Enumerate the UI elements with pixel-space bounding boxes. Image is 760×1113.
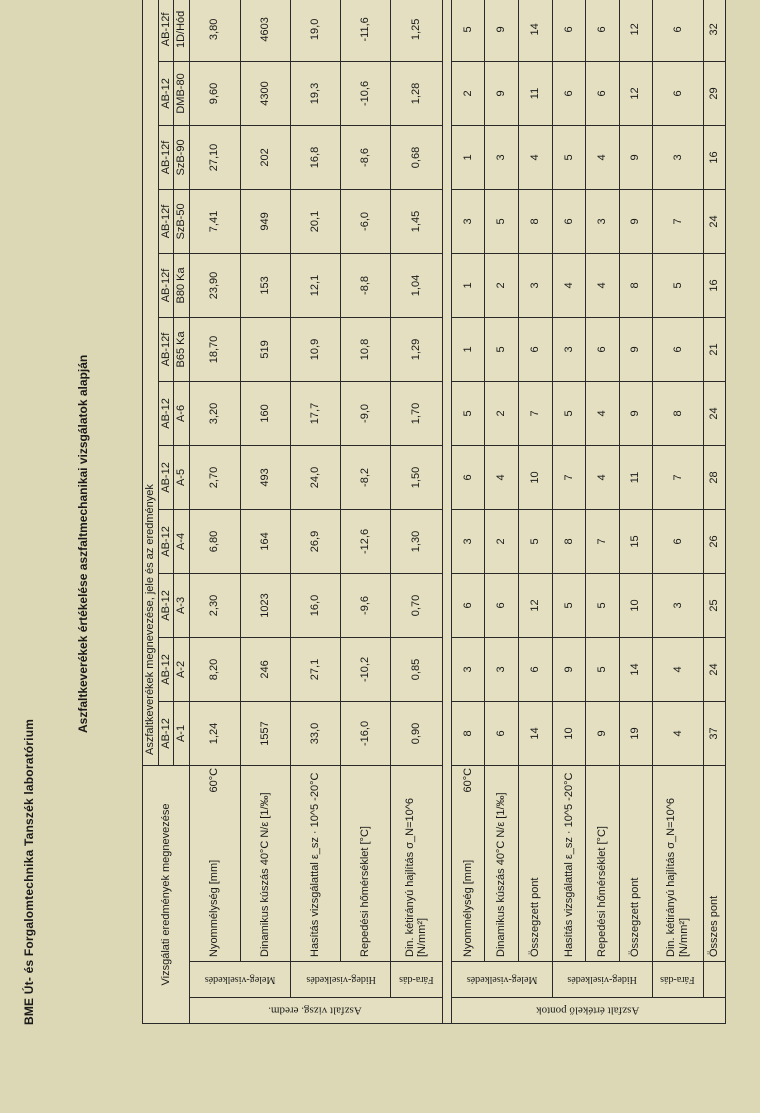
value-cell: 246 xyxy=(240,637,291,701)
group-label: Meleg-viselkedés xyxy=(189,962,290,998)
value-cell: 5 xyxy=(552,125,585,189)
value-cell: 8 xyxy=(451,701,485,765)
value-cell: 9,60 xyxy=(189,61,240,125)
row-label-wrap xyxy=(495,768,508,957)
mix-code-cell: 1D/Hód xyxy=(174,0,190,61)
value-cell: 10,8 xyxy=(341,317,391,381)
value-cell: 26,9 xyxy=(291,509,341,573)
value-cell: 6 xyxy=(552,0,585,61)
row-label-cell xyxy=(240,765,291,961)
row-label-wrap xyxy=(208,768,221,957)
mix-code-cell: A-4 xyxy=(174,509,190,573)
value-cell: 24 xyxy=(704,381,726,445)
value-cell: 0,85 xyxy=(391,637,443,701)
value-cell: 25 xyxy=(704,573,726,637)
group-label: Meleg-viselkedés xyxy=(451,962,552,998)
value-cell: 6 xyxy=(652,317,704,381)
table-row xyxy=(519,0,553,1024)
table-row xyxy=(704,0,726,1024)
value-cell: 153 xyxy=(240,253,291,317)
row-label-wrap xyxy=(309,768,322,957)
value-cell: 4603 xyxy=(240,0,291,61)
row-unit: 60°C xyxy=(461,767,474,793)
value-cell: 11 xyxy=(619,445,652,509)
table-row xyxy=(586,0,619,1024)
value-cell: 18,70 xyxy=(189,317,240,381)
value-cell: 12,1 xyxy=(291,253,341,317)
value-cell: 6 xyxy=(652,61,704,125)
value-cell: -9,0 xyxy=(341,381,391,445)
value-cell: 9 xyxy=(485,0,519,61)
row-label: Repedési hőmérséklet [°C] xyxy=(359,826,372,957)
group-label: Fára-dás xyxy=(391,962,443,998)
value-cell: 1,04 xyxy=(391,253,443,317)
mix-code-cell: A-6 xyxy=(174,381,190,445)
evaluation-table-container xyxy=(142,10,726,1024)
value-cell: 6 xyxy=(519,637,553,701)
section-divider xyxy=(442,0,451,1024)
value-cell: 16 xyxy=(704,253,726,317)
value-cell: -16,0 xyxy=(341,701,391,765)
value-cell: 8 xyxy=(519,189,553,253)
value-cell: 16,8 xyxy=(291,125,341,189)
value-cell: 15 xyxy=(619,509,652,573)
value-cell: 6 xyxy=(552,189,585,253)
value-cell: 5 xyxy=(586,573,619,637)
value-cell: 202 xyxy=(240,125,291,189)
row-label: Nyommélység [mm] xyxy=(208,859,221,957)
value-cell: 1023 xyxy=(240,573,291,637)
value-cell: 16 xyxy=(704,125,726,189)
table-row xyxy=(240,0,291,1024)
row-label: Összegzett pont xyxy=(529,877,542,957)
value-cell: 4 xyxy=(586,253,619,317)
row-label: Hasítás vizsgálattal ε_sz · 10^5 -20°C xyxy=(562,772,575,957)
value-cell: 6 xyxy=(552,61,585,125)
mix-name-cell: AB-12 xyxy=(158,637,174,701)
table-row xyxy=(189,0,240,1024)
value-cell: 8 xyxy=(552,509,585,573)
row-label-cell xyxy=(341,765,391,961)
row-label-cell xyxy=(291,765,341,961)
section-label: Aszfalt értékelő pontok xyxy=(451,998,725,1024)
value-cell: 10,9 xyxy=(291,317,341,381)
value-cell: 6 xyxy=(519,317,553,381)
row-label-wrap xyxy=(629,768,642,957)
value-cell: 8 xyxy=(619,253,652,317)
value-cell: -8,2 xyxy=(341,445,391,509)
value-cell: 3 xyxy=(485,125,519,189)
mix-code-cell: A-2 xyxy=(174,637,190,701)
value-cell: 1,70 xyxy=(391,381,443,445)
value-cell: 4 xyxy=(586,125,619,189)
value-cell: 1 xyxy=(451,125,485,189)
mix-code-cell: A-1 xyxy=(174,701,190,765)
value-cell: 3 xyxy=(586,189,619,253)
mix-name-cell: AB-12f xyxy=(158,253,174,317)
value-cell: 5 xyxy=(586,637,619,701)
value-cell: 19,0 xyxy=(291,0,341,61)
value-cell: 37 xyxy=(704,701,726,765)
value-cell: 20,1 xyxy=(291,189,341,253)
value-cell: 5 xyxy=(552,381,585,445)
value-cell: 4 xyxy=(552,253,585,317)
value-cell: 6 xyxy=(485,573,519,637)
row-label-wrap xyxy=(708,768,721,957)
value-cell: 24 xyxy=(704,637,726,701)
value-cell: 3 xyxy=(652,125,704,189)
mix-name-cell: AB-12f xyxy=(158,189,174,253)
row-label-wrap xyxy=(462,768,475,957)
value-cell: 1,29 xyxy=(391,317,443,381)
value-cell: -11,6 xyxy=(341,0,391,61)
value-cell: 3 xyxy=(552,317,585,381)
value-cell: 949 xyxy=(240,189,291,253)
row-label-cell xyxy=(652,765,704,961)
value-cell: 3,80 xyxy=(189,0,240,61)
group-label: Hideg-viselkedés xyxy=(552,962,652,998)
row-label-wrap xyxy=(665,768,690,957)
value-cell: 8 xyxy=(652,381,704,445)
value-cell: 19,3 xyxy=(291,61,341,125)
value-cell: 3 xyxy=(652,573,704,637)
table-row xyxy=(619,0,652,1024)
value-cell: 1,30 xyxy=(391,509,443,573)
value-cell: -12,6 xyxy=(341,509,391,573)
evaluation-table xyxy=(142,0,726,1024)
value-cell: 4300 xyxy=(240,61,291,125)
table-row xyxy=(451,0,485,1024)
value-cell: -9,6 xyxy=(341,573,391,637)
value-cell: 12 xyxy=(519,573,553,637)
mix-code-cell: SzB-90 xyxy=(174,125,190,189)
mix-code-cell: DMB-80 xyxy=(174,61,190,125)
table-corner-header: Vizsgálati eredmények megnevezése xyxy=(143,765,190,1023)
mix-name-cell: AB-12 xyxy=(158,381,174,445)
value-cell: 28 xyxy=(704,445,726,509)
section-divider-cell xyxy=(442,0,451,1024)
value-cell: 6 xyxy=(485,701,519,765)
value-cell: 8,20 xyxy=(189,637,240,701)
value-cell: 6 xyxy=(586,317,619,381)
value-cell: 3 xyxy=(485,637,519,701)
value-cell: 5 xyxy=(652,253,704,317)
value-cell: 24,0 xyxy=(291,445,341,509)
table-row xyxy=(291,0,341,1024)
value-cell: 10 xyxy=(552,701,585,765)
row-label: Nyommélység [mm] xyxy=(461,859,474,957)
value-cell: 27,10 xyxy=(189,125,240,189)
section-label: Aszfalt vizsg. eredm. xyxy=(189,998,442,1024)
value-cell: 1,24 xyxy=(189,701,240,765)
value-cell: 9 xyxy=(619,125,652,189)
value-cell: 14 xyxy=(519,701,553,765)
table-row xyxy=(652,0,704,1024)
value-cell: 23,90 xyxy=(189,253,240,317)
value-cell: 3 xyxy=(451,509,485,573)
row-label: Din. kétirányú hajlítás σ_N=10^6 [N/mm²] xyxy=(403,797,429,957)
group-label xyxy=(704,962,726,998)
value-cell: 5 xyxy=(485,317,519,381)
value-cell: 9 xyxy=(485,61,519,125)
group-label: Hideg-viselkedés xyxy=(291,962,391,998)
value-cell: 2 xyxy=(485,253,519,317)
value-cell: -6,0 xyxy=(341,189,391,253)
value-cell: 10 xyxy=(519,445,553,509)
value-cell: 5 xyxy=(552,573,585,637)
value-cell: 519 xyxy=(240,317,291,381)
value-cell: 24 xyxy=(704,189,726,253)
value-cell: 5 xyxy=(519,509,553,573)
value-cell: 1,45 xyxy=(391,189,443,253)
value-cell: -8,8 xyxy=(341,253,391,317)
value-cell: 10 xyxy=(619,573,652,637)
value-cell: 5 xyxy=(451,381,485,445)
value-cell: 0,70 xyxy=(391,573,443,637)
row-label-cell xyxy=(451,765,485,961)
value-cell: 32 xyxy=(704,0,726,61)
row-label-wrap xyxy=(563,768,576,957)
value-cell: 4 xyxy=(586,381,619,445)
value-cell: 5 xyxy=(451,0,485,61)
value-cell: 1 xyxy=(451,253,485,317)
row-label: Din. kétirányú hajlítás σ_N=10^6 [N/mm²] xyxy=(665,797,691,957)
value-cell: 6 xyxy=(652,509,704,573)
row-label: Összegzett pont xyxy=(629,877,642,957)
value-cell: 16,0 xyxy=(291,573,341,637)
value-cell: 3 xyxy=(451,637,485,701)
value-cell: 1,25 xyxy=(391,0,443,61)
row-label: Hasítás vizsgálattal ε_sz · 10^5 -20°C xyxy=(309,772,322,957)
value-cell: 9 xyxy=(586,701,619,765)
table-row xyxy=(341,0,391,1024)
value-cell: 160 xyxy=(240,381,291,445)
mix-code-cell: SzB-50 xyxy=(174,189,190,253)
value-cell: 4 xyxy=(519,125,553,189)
row-label-cell xyxy=(485,765,519,961)
row-unit: 60°C xyxy=(208,767,221,793)
mix-name-cell: AB-12f xyxy=(158,0,174,61)
row-label-wrap xyxy=(596,768,609,957)
value-cell: 6 xyxy=(586,61,619,125)
value-cell: 9 xyxy=(552,637,585,701)
value-cell: 0,68 xyxy=(391,125,443,189)
value-cell: 7 xyxy=(652,445,704,509)
table-row xyxy=(552,0,585,1024)
value-cell: 164 xyxy=(240,509,291,573)
value-cell: 1,50 xyxy=(391,445,443,509)
value-cell: 4 xyxy=(485,445,519,509)
value-cell: 4 xyxy=(652,701,704,765)
institution-header: BME Út- és Forgalomtechnika Tanszék laboratórium xyxy=(22,718,36,1025)
mix-name-cell: AB-12 xyxy=(158,573,174,637)
mix-name-cell: AB-12 xyxy=(158,701,174,765)
mix-code-cell: B65 Ka xyxy=(174,317,190,381)
value-cell: 3 xyxy=(451,189,485,253)
value-cell: 9 xyxy=(619,381,652,445)
value-cell: 29 xyxy=(704,61,726,125)
mix-name-cell: AB-12 xyxy=(158,61,174,125)
value-cell: 6 xyxy=(451,445,485,509)
value-cell: 493 xyxy=(240,445,291,509)
value-cell: 27,1 xyxy=(291,637,341,701)
mix-name-cell: AB-12f xyxy=(158,317,174,381)
mix-group-header: Aszfaltkeverékek megnevezése, jele és az eredmények xyxy=(143,0,159,765)
value-cell: 2,30 xyxy=(189,573,240,637)
mix-code-cell: A-3 xyxy=(174,573,190,637)
value-cell: 12 xyxy=(619,61,652,125)
row-label-wrap xyxy=(529,768,542,957)
mix-code-cell: B80 Ka xyxy=(174,253,190,317)
value-cell: 6 xyxy=(451,573,485,637)
table-row xyxy=(391,0,443,1024)
value-cell: 2,70 xyxy=(189,445,240,509)
table-body xyxy=(189,0,725,1024)
value-cell: 33,0 xyxy=(291,701,341,765)
value-cell: 6,80 xyxy=(189,509,240,573)
value-cell: 7,41 xyxy=(189,189,240,253)
row-label: Repedési hőmérséklet [°C] xyxy=(596,826,609,957)
value-cell: 4 xyxy=(652,637,704,701)
value-cell: 1 xyxy=(451,317,485,381)
value-cell: -8,6 xyxy=(341,125,391,189)
value-cell: 14 xyxy=(519,0,553,61)
value-cell: 1,28 xyxy=(391,61,443,125)
row-label-cell xyxy=(704,765,726,961)
row-label-wrap xyxy=(259,768,272,957)
value-cell: 2 xyxy=(451,61,485,125)
value-cell: -10,6 xyxy=(341,61,391,125)
value-cell: 6 xyxy=(652,0,704,61)
mix-name-cell: AB-12 xyxy=(158,445,174,509)
document-title: Aszfaltkeverékek értékelése aszfaltmechanikai vizsgálatok alapján xyxy=(76,354,90,733)
value-cell: 21 xyxy=(704,317,726,381)
value-cell: 9 xyxy=(619,317,652,381)
value-cell: 3 xyxy=(519,253,553,317)
row-label-cell xyxy=(586,765,619,961)
value-cell: 0,90 xyxy=(391,701,443,765)
value-cell: 1557 xyxy=(240,701,291,765)
row-label-wrap xyxy=(359,768,372,957)
value-cell: 14 xyxy=(619,637,652,701)
value-cell: 9 xyxy=(619,189,652,253)
mix-code-cell: A-5 xyxy=(174,445,190,509)
row-label-cell xyxy=(189,765,240,961)
value-cell: 5 xyxy=(485,189,519,253)
row-label: Dinamikus kúszás 40°C N/ε [1/‰] xyxy=(259,792,272,957)
value-cell: 4 xyxy=(586,445,619,509)
value-cell: 17,7 xyxy=(291,381,341,445)
value-cell: -10,2 xyxy=(341,637,391,701)
mix-name-cell: AB-12 xyxy=(158,509,174,573)
value-cell: 11 xyxy=(519,61,553,125)
value-cell: 7 xyxy=(586,509,619,573)
value-cell: 19 xyxy=(619,701,652,765)
value-cell: 7 xyxy=(519,381,553,445)
value-cell: 6 xyxy=(586,0,619,61)
value-cell: 7 xyxy=(652,189,704,253)
value-cell: 7 xyxy=(552,445,585,509)
value-cell: 3,20 xyxy=(189,381,240,445)
row-label: Összes pont xyxy=(708,895,721,957)
value-cell: 2 xyxy=(485,381,519,445)
value-cell: 2 xyxy=(485,509,519,573)
row-label-cell xyxy=(519,765,553,961)
row-label-cell xyxy=(552,765,585,961)
table-row xyxy=(485,0,519,1024)
row-label-cell xyxy=(391,765,443,961)
value-cell: 12 xyxy=(619,0,652,61)
row-label-cell xyxy=(619,765,652,961)
row-label-wrap xyxy=(404,768,429,957)
row-label: Dinamikus kúszás 40°C N/ε [1/‰] xyxy=(495,792,508,957)
mix-name-cell: AB-12f xyxy=(158,125,174,189)
group-label: Fára-dás xyxy=(652,962,704,998)
value-cell: 26 xyxy=(704,509,726,573)
